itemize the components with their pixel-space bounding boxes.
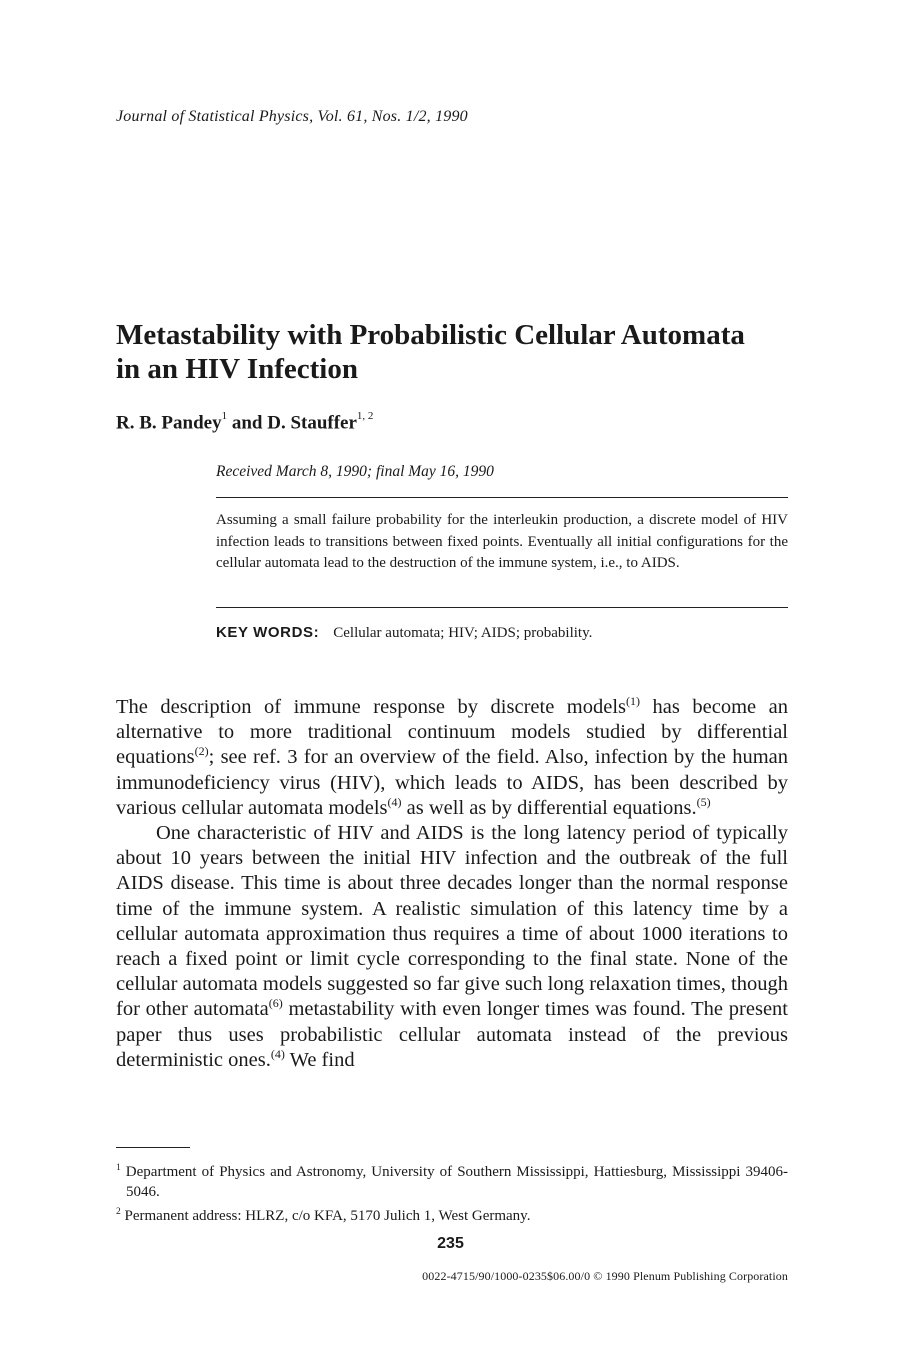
- reference-mark: (1): [626, 694, 641, 709]
- footnote-2: [116, 1202, 788, 1226]
- journal-citation: Journal of Statistical Physics, Vol. 61, Nos. 1/2, 1990: [116, 108, 468, 125]
- page-number: 235: [437, 1235, 464, 1252]
- title-line-2: in an HIV Infection: [116, 353, 358, 385]
- reference-mark: (4): [387, 794, 402, 809]
- footnote-1: [116, 1158, 788, 1202]
- footnote-separator: [116, 1147, 190, 1148]
- author-2-affiliation: 1, 2: [356, 410, 374, 422]
- reference-mark: (6): [268, 996, 283, 1011]
- received-dates: Received March 8, 1990; final May 16, 1990: [216, 463, 494, 480]
- author-list: [116, 412, 373, 434]
- title-line-1: Metastability with Probabilistic Cellular Automata: [116, 319, 745, 351]
- reference-mark: (5): [696, 794, 711, 809]
- author-1: R. B. Pandey: [116, 412, 222, 434]
- para1-text-2: has become an alternative to more traditional continuum models studied by differential equations: [116, 696, 788, 769]
- author-conjunction: and: [227, 412, 268, 434]
- paragraph-1: [116, 695, 788, 821]
- footnotes: [116, 1158, 788, 1226]
- footnote-text: Department of Physics and Astronomy, University of Southern Mississippi, Hattiesburg, Mississippi 39406-5046.: [120, 1164, 788, 1200]
- reference-mark: (2): [194, 744, 209, 759]
- footnote-mark: 1: [116, 1163, 121, 1173]
- body-text: [116, 695, 788, 1073]
- paragraph-2: [116, 821, 788, 1073]
- keywords-label: KEY WORDS:: [216, 624, 320, 641]
- abstract-bottom-rule: [216, 607, 788, 608]
- keywords: [216, 624, 592, 642]
- author-1-affiliation: 1: [221, 410, 228, 422]
- para1-text-1: The description of immune response by discrete models: [116, 696, 627, 718]
- para2-text-3: We find: [284, 1048, 355, 1071]
- footnote-text: Permanent address: HLRZ, c/o KFA, 5170 Julich 1, West Germany.: [120, 1208, 531, 1224]
- reference-mark: (4): [270, 1047, 285, 1062]
- para2-text-2: metastability with even longer times was found. The present paper thus uses probabilistic cellular automata instead of the previous deterministic ones.: [116, 998, 788, 1071]
- author-2: D. Stauffer: [267, 412, 357, 434]
- abstract: Assuming a small failure probability for the interleukin production, a discrete model of HIV infection leads to transitions between fixed points. Eventually all initial configurations for the cellular automata lead to the destruction of the immune system, i.e., to AIDS.: [216, 512, 788, 571]
- para2-text-1: One characteristic of HIV and AIDS is the long latency period of typically about 10 years between the initial HIV infection and the outbreak of the full AIDS disease. This time is about three decades longer than the normal response time of the immune system. A realistic simulation of this latency time by a cellular automata approximation thus requires a time of about 1000 iterations to reach a fixed point or limit cycle corresponding to the final state. None of the cellular automata models suggested so far give such long relaxation times, though for other automata: [116, 822, 788, 1021]
- para1-text-4: as well as by differential equations.: [401, 796, 697, 819]
- abstract-top-rule: [216, 497, 788, 498]
- copyright-line: 0022-4715/90/1000-0235$06.00/0 © 1990 Plenum Publishing Corporation: [422, 1269, 788, 1283]
- paper-title: [116, 318, 816, 386]
- para1-text-3: ; see ref. 3 for an overview of the field. Also, infection by the human immunodeficiency virus (HIV), which leads to AIDS, has been described by various cellular automata models: [116, 746, 788, 819]
- keywords-text: Cellular automata; HIV; AIDS; probability.: [333, 625, 593, 641]
- footnote-mark: 2: [116, 1207, 121, 1217]
